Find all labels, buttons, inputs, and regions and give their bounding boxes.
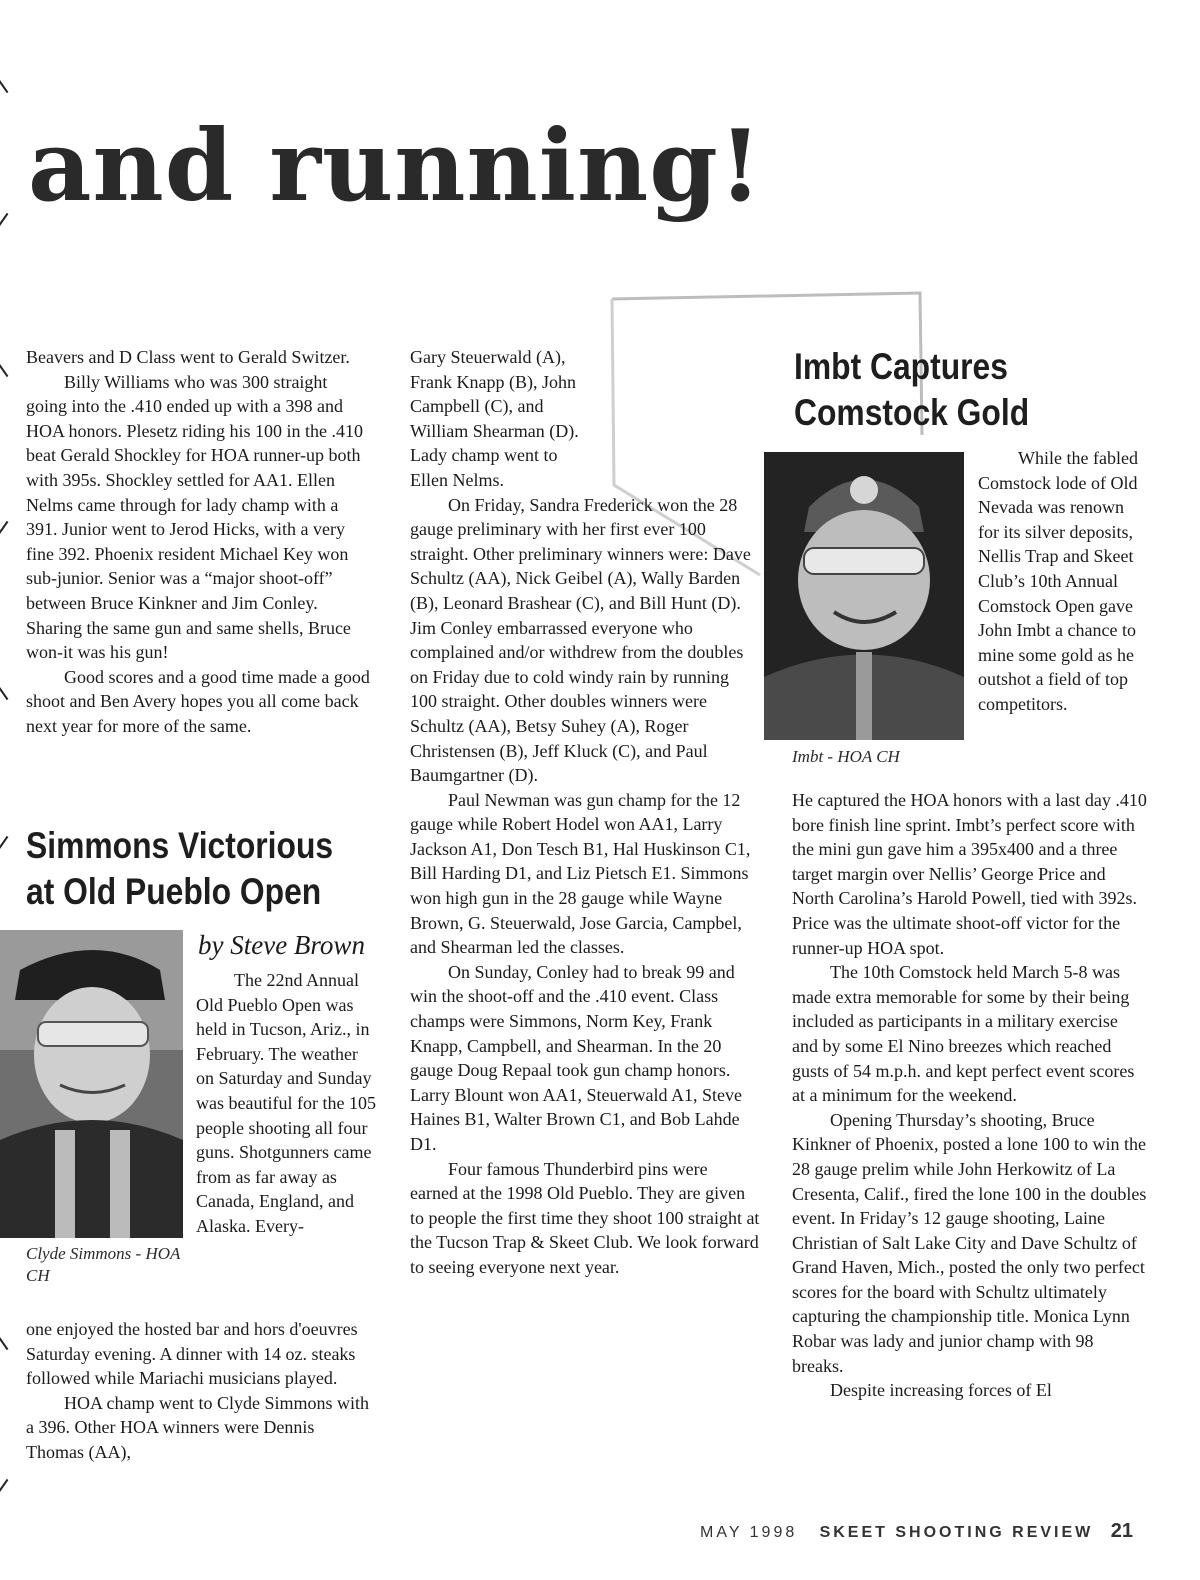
paragraph: The 10th Comstock held March 5-8 was made extra memorable for some by their being included as participants in a military exercise and by some El Nino breezes which reached gusts of 54 m.p.h. and kept perfect event scores at a minimum for the weekend. [792,962,1135,1106]
column-1 [26,345,371,739]
paragraph: On Friday, Sandra Frederick won the 28 gauge preliminary with her first ever 100 straight. Other preliminary winners were: Dave Schultz (AA), Nick Geibel (A), Wally Barden (B), Leonard Brashear (C), and Bill Hunt (D). Jim Conley embarrassed everyone who complained and/or withdrew from the doubles on Friday due to cold windy rain by running 100 straight. Other doubles winners were Schultz (AA), Betsy Suhey (A), Roger Christensen (B), Jeff Kluck (C), and Paul Baumgartner (D). [410,494,751,786]
simmons-wrap-text [196,968,376,1239]
paragraph: Four famous Thunderbird pins were earned at the 1998 Old Pueblo. They are given to people the first time they shoot 100 straight at the Tucson Trap & Skeet Club. We look forward to seeing everyone next year. [410,1158,760,1277]
article-banner: and running! [28,109,763,224]
imbt-wrap-text [978,446,1148,717]
margin-tick [0,363,8,377]
paragraph: Good scores and a good time made a good shoot and Ben Avery hopes you all come back next year for more of the same. [26,666,370,736]
paragraph: While the fabled Comstock lode of Old Nevada was renown for its silver deposits, Nellis Trap and Skeet Club’s 10th Annual Comstock Open gave John Imbt a chance to mine some gold as he outshot a field of top competitors. [978,448,1138,714]
margin-tick [0,836,8,850]
photo-caption: Imbt - HOA CH [792,747,900,766]
paragraph: The 22nd Annual Old Pueblo Open was held in Tucson, Ariz., in February. The weather on Saturday and Sunday was beautiful for the 105 people shooting all four guns. Shotgunners came from as far away as Canada, England, and Alaska. Every- [196,970,376,1236]
byline: by Steve Brown [198,930,365,960]
paragraph: Beavers and D Class went to Gerald Switzer. [26,347,350,367]
paragraph: Paul Newman was gun champ for the 12 gauge while Robert Hodel won AA1, Larry Jackson A1, Don Tesch B1, Hal Huskinson C1, Bill Harding D1, and Liz Pietsch E1. Simmons won high gun in the 28 gauge while Wayne Brown, G. Steuerwald, Jose Garcia, Campbel, and Shearman led the classes. [410,789,751,958]
imbt-photo [764,452,964,740]
headline-line: Imbt Captures [794,346,1008,387]
paragraph: one enjoyed the hosted bar and hors d'oeuvres Saturday evening. A dinner with 14 oz. steaks followed while Mariachi musicians played. [26,1319,358,1389]
paragraph: Billy Williams who was 300 straight going into the .410 ended up with a 398 and HOA honors. Plesetz riding his 100 in the .410 beat Gerald Shockley for HOA runner-up both with 395s. Shockley settled for AA1. Ellen Nelms came through for lady champ with a 391. Junior went to Jerod Hicks, with a very fine 392. Phoenix resident Michael Key won sub-junior. Senior was a “major shoot-off” between Bruce Kinkner and Jim Conley. Sharing the same gun and same shells, Bruce won-it was his gun! [26,371,363,663]
issue-date: MAY 1998 [700,1524,798,1541]
page-footer [700,1520,1133,1543]
column-2 [410,345,760,1280]
paragraph: HOA champ went to Clyde Simmons with a 396. Other HOA winners were Dennis Thomas (AA), [26,1392,369,1462]
simmons-photo [0,930,183,1238]
imbt-body [792,788,1147,1403]
headline-line: Simmons Victorious [26,825,334,866]
margin-tick [0,79,8,93]
headline-line: at Old Pueblo Open [26,871,322,912]
margin-tick [0,1479,8,1493]
paragraph: Gary Steuerwald (A), Frank Knapp (B), John Campbell (C), and William Shearman (D). Lady champ went to Ellen Nelms. [410,347,579,490]
photo-caption: Clyde Simmons - HOA CH [26,1244,181,1285]
imbt-headline [794,344,1067,436]
simmons-headline [26,823,383,915]
paragraph: He captured the HOA honors with a last day .410 bore finish line sprint. Imbt’s perfect score with the mini gun gave him a 395x400 and a three target margin over Nellis’ George Price and North Carolina’s Harold Powell, tied with 392s. Price was the ultimate shoot-off victor for the runner-up HOA spot. [792,790,1147,958]
page-number: 21 [1110,1520,1133,1542]
margin-tick [0,213,8,227]
simmons-body [26,1317,371,1465]
paragraph: On Sunday, Conley had to break 99 and win the shoot-off and the .410 event. Class champs were Simmons, Norm Key, Frank Knapp, Campbell, and Shearman. In the 20 gauge Doug Repaal took gun champ honors. Larry Blount won AA1, Steuerwald A1, Steve Haines B1, Walter Brown C1, and Bob Lahde D1. [410,961,742,1154]
margin-tick [0,686,8,700]
margin-tick [0,521,8,535]
paragraph: Opening Thursday’s shooting, Bruce Kinkner of Phoenix, posted a lone 100 to win the 28 gauge prelim while John Herkowitz of La Cresenta, Calif., fired the lone 100 in the doubles event. In Friday’s 12 gauge shooting, Laine Christian of Salt Lake City and Dave Schultz of Grand Haven, Mich., posted the only two perfect scores for the board with Schultz ultimately capturing the championship title. Monica Lynn Robar was lady and junior champ with 98 breaks. [792,1109,1147,1376]
headline-line: Comstock Gold [794,392,1030,433]
margin-tick [0,1336,8,1350]
paragraph: Despite increasing forces of El [830,1380,1052,1401]
magazine-name: SKEET SHOOTING REVIEW [819,1524,1094,1541]
